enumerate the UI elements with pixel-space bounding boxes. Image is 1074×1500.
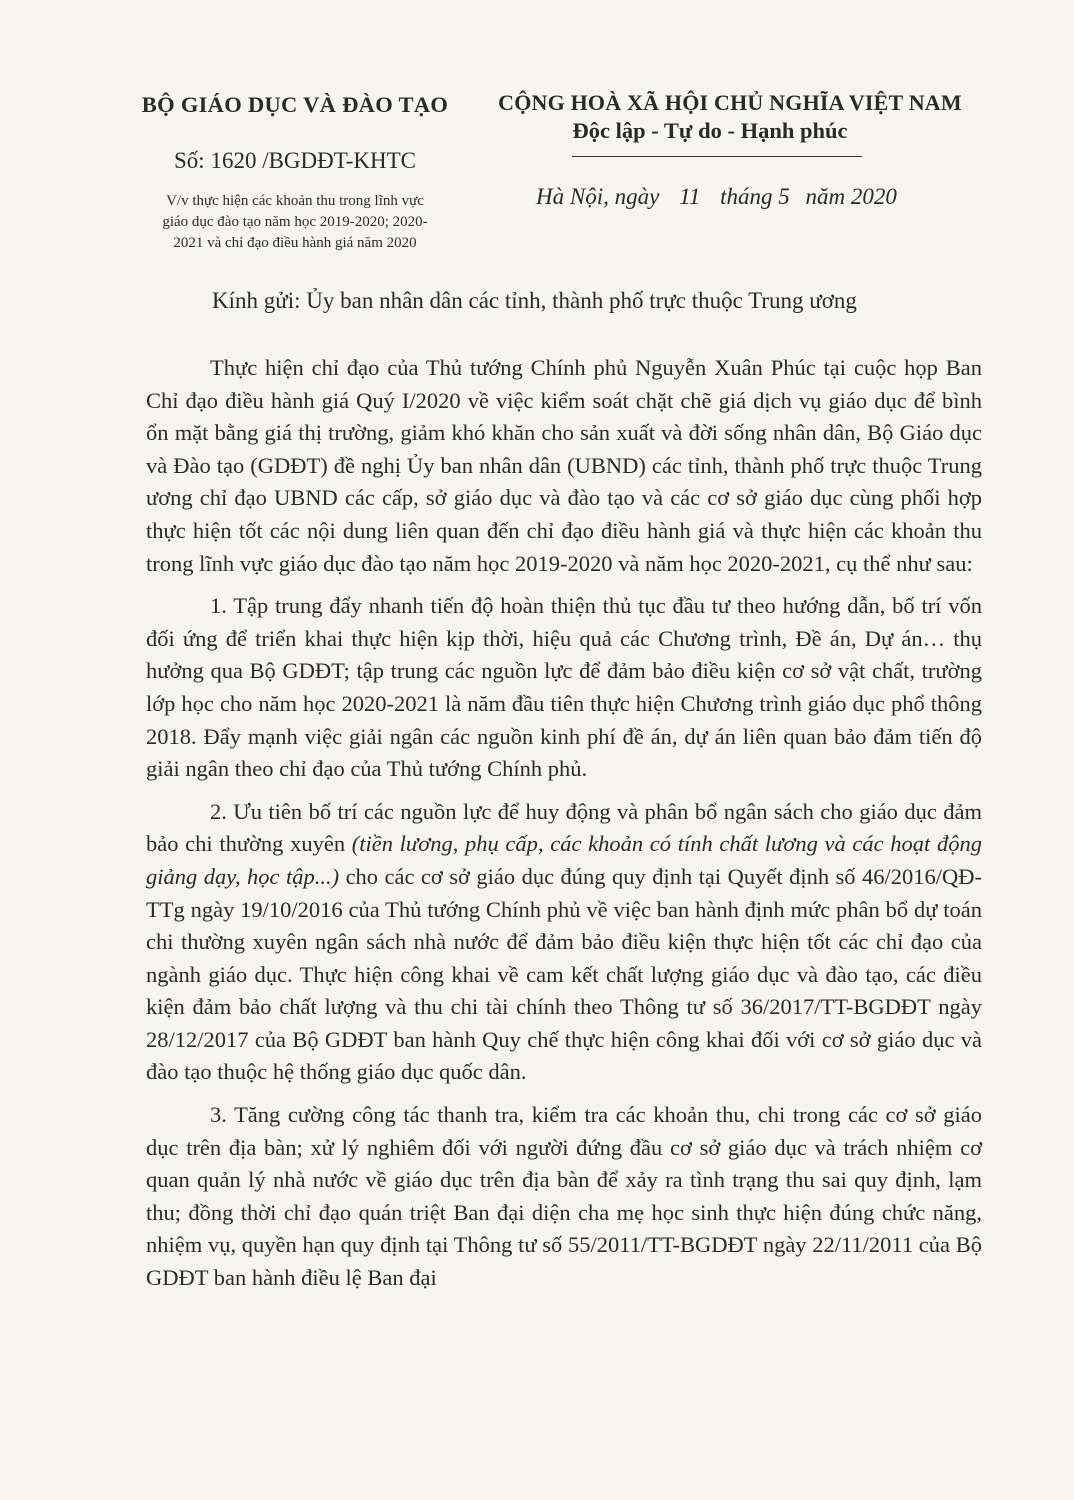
document-body: [146, 352, 982, 1295]
item-2-text-a: 2. Ưu tiên bố trí các nguồn lực để huy động và phân bổ ngân sách cho giáo dục đảm bảo chi thường xuyên: [146, 798, 982, 857]
item-2-paragraph: [146, 796, 982, 1089]
item-2-italic-note: (tiền lương, phụ cấp, các khoản có tính chất lương và các hoạt động giảng dạy, học tập...): [146, 831, 982, 889]
date-month-label: tháng: [720, 184, 773, 209]
date-month: 5: [778, 184, 790, 209]
motto-underline: [572, 156, 862, 157]
item-1-paragraph: 1. Tập trung đẩy nhanh tiến độ hoàn thiện thủ tục đầu tư theo hướng dẫn, bố trí vốn đối ứng để triển khai thực hiện kịp thời, hiệu quả các Chương trình, Đề án, Dự án… thụ hưởng qua Bộ GDĐT; tập trung các nguồn lực để đảm bảo điều kiện cơ sở vật chất, trường lớp học cho năm học 2020-2021 là năm đầu tiên thực hiện Chương trình giáo dục phổ thông 2018. Đẩy mạnh việc giải ngân các nguồn kinh phí đề án, dự án liên quan bảo đảm tiến độ giải ngân theo chỉ đạo của Thủ tướng Chính phủ.: [146, 593, 982, 782]
item-3-paragraph: 3. Tăng cường công tác thanh tra, kiểm tra các khoản thu, chi trong các cơ sở giáo dục trên địa bàn; xử lý nghiêm đối với người đứng đầu cơ sở giáo dục và trách nhiệm cơ quan quản lý nhà nước về giáo dục trên địa bàn để xảy ra tình trạng thu sai quy định, lạm thu; đồng thời chỉ đạo quán triệt Ban đại diện cha mẹ học sinh thực hiện đúng chức năng, nhiệm vụ, quyền hạn quy định tại Thông tư số 55/2011/TT-BGDĐT ngày 22/11/2011 của Bộ GDĐT ban hành điều lệ Ban đại: [146, 1102, 982, 1291]
issue-date: [536, 184, 936, 210]
date-place: Hà Nội, ngày: [536, 184, 660, 209]
document-subject: [132, 191, 458, 254]
subject-line: V/v thực hiện các khoản thu trong lĩnh vực: [166, 193, 424, 209]
subject-line: 2021 và chỉ đạo điều hành giá năm 2020: [173, 235, 417, 251]
national-title: CỘNG HOÀ XÃ HỘI CHỦ NGHĨA VIỆT NAM: [498, 90, 962, 115]
national-motto: Độc lập - Tự do - Hạnh phúc: [572, 118, 848, 143]
intro-paragraph: Thực hiện chỉ đạo của Thủ tướng Chính phủ Nguyễn Xuân Phúc tại cuộc họp Ban Chỉ đạo điều hành giá Quý I/2020 về việc kiểm soát chặt chẽ giá dịch vụ giáo dục để bình ổn mặt bằng giá thị trường, giảm khó khăn cho sản xuất và đời sống nhân dân, Bộ Giáo dục và Đào tạo (GDĐT) đề nghị Ủy ban nhân dân (UBND) các tỉnh, thành phố trực thuộc Trung ương chỉ đạo UBND các cấp, sở giáo dục và đào tạo và các cơ sở giáo dục cùng phối hợp thực hiện tốt các nội dung liên quan đến chỉ đạo điều hành giá và thực hiện các khoản thu trong lĩnh vực giáo dục đào tạo năm học 2019-2020 và năm học 2020-2021, cụ thể như sau:: [146, 355, 982, 576]
date-day: 11: [679, 184, 701, 209]
issuing-agency: BỘ GIÁO DỤC VÀ ĐÀO TẠO: [141, 92, 449, 117]
recipient-line: Kính gửi: Ủy ban nhân dân các tỉnh, thành phố trực thuộc Trung ương: [212, 288, 857, 313]
date-year: năm 2020: [805, 184, 897, 209]
document-number: Số: 1620 /BGDĐT-KHTC: [174, 148, 416, 173]
subject-line: giáo dục đào tạo năm học 2019-2020; 2020-: [162, 214, 428, 230]
item-2-text-b: cho các cơ sở giáo dục đúng quy định tại Quyết định số 46/2016/QĐ-TTg ngày 19/10/2016 của Thủ tướng Chính phủ về việc ban hành định mức phân bổ dự toán chi thường xuyên ngân sách nhà nước để đảm bảo điều kiện thực hiện tốt các chỉ đạo của ngành giáo dục. Thực hiện công khai về cam kết chất lượng giáo dục và đào tạo, các điều kiện đảm bảo chất lượng và thu chi tài chính theo Thông tư số 36/2017/TT-BGDĐT ngày 28/12/2017 của Bộ GDĐT ban hành Quy chế thực hiện công khai đối với cơ sở giáo dục và đào tạo thuộc hệ thống giáo dục quốc dân.: [146, 863, 982, 1085]
